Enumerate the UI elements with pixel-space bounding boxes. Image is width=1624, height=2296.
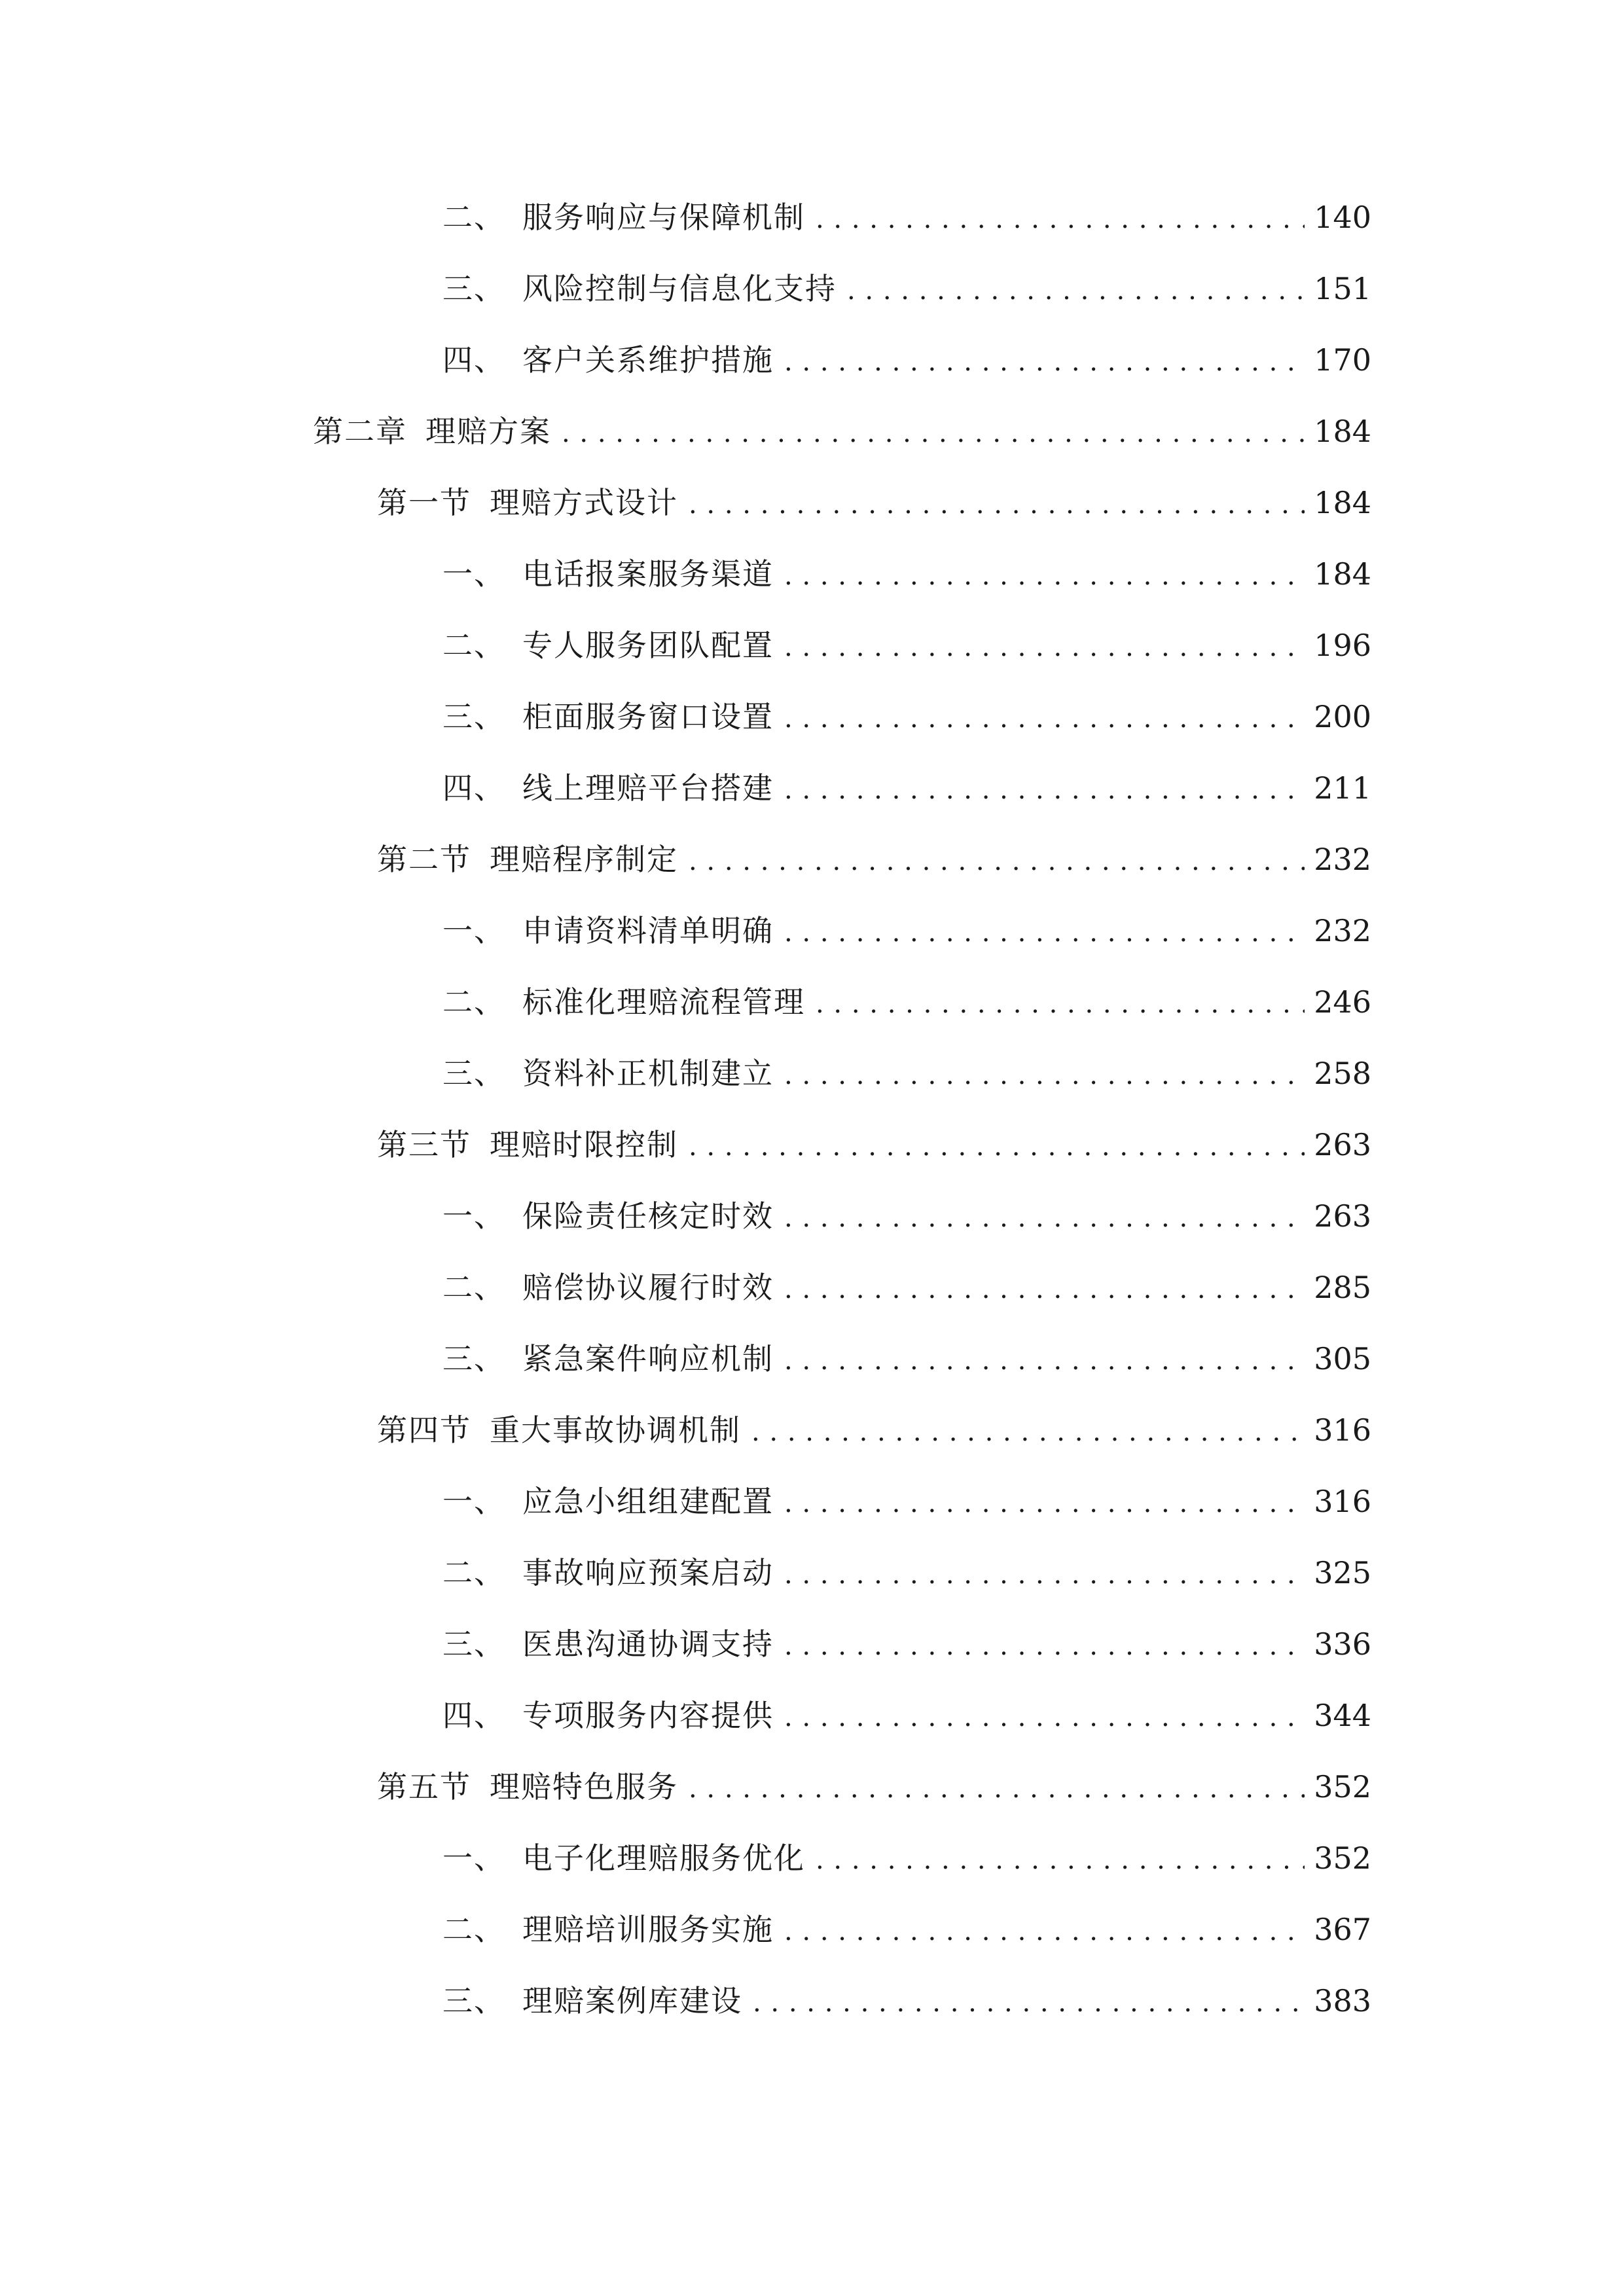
toc-entry[interactable]	[442, 622, 1371, 668]
dot-leader	[784, 1695, 1305, 1740]
toc-entry-page: 258	[1314, 1056, 1371, 1091]
dot-leader	[784, 553, 1305, 599]
toc-entry[interactable]	[442, 1265, 1371, 1310]
toc-entry-number: 一、	[442, 1840, 505, 1876]
toc-entry-page: 325	[1314, 1555, 1371, 1590]
toc-entry-title: 专项服务内容提供	[522, 1698, 774, 1733]
dot-leader	[784, 1195, 1305, 1241]
toc-entry-title: 事故响应预案启动	[522, 1555, 774, 1590]
toc-entry[interactable]	[442, 908, 1371, 954]
toc-entry-title: 理赔时限控制	[490, 1127, 678, 1162]
dot-leader	[784, 1623, 1305, 1669]
toc-entry[interactable]	[442, 266, 1371, 312]
toc-entry-page: 151	[1314, 271, 1371, 306]
toc-entry-number: 第一节	[377, 485, 471, 520]
toc-entry-number: 二、	[442, 1912, 505, 1947]
toc-entry-title: 线上理赔平台搭建	[522, 770, 774, 806]
toc-entry-number: 二、	[442, 984, 505, 1020]
toc-entry[interactable]	[442, 1693, 1371, 1738]
dot-leader	[689, 1766, 1305, 1812]
toc-entry-title: 电话报案服务渠道	[522, 556, 774, 592]
toc-entry-title: 客户关系维护措施	[522, 342, 774, 378]
toc-entry-title: 理赔方案	[425, 414, 551, 449]
toc-entry[interactable]	[442, 1835, 1371, 1881]
toc-entry-title: 赔偿协议履行时效	[522, 1270, 774, 1305]
dot-leader	[689, 838, 1305, 884]
toc-entry-number: 第三节	[377, 1127, 471, 1162]
toc-entry-page: 232	[1314, 842, 1371, 877]
toc-entry-number: 一、	[442, 1198, 505, 1234]
toc-entry[interactable]	[442, 1978, 1371, 2024]
toc-entry-page: 352	[1314, 1840, 1371, 1876]
toc-entry-section[interactable]	[377, 836, 1371, 882]
toc-entry-number: 三、	[442, 1626, 505, 1662]
toc-entry-page: 184	[1314, 556, 1371, 592]
dot-leader	[847, 268, 1305, 314]
toc-entry-number: 第五节	[377, 1769, 471, 1804]
toc-entry-title: 申请资料清单明确	[522, 913, 774, 948]
toc-entry-number: 一、	[442, 1484, 505, 1519]
dot-leader	[784, 339, 1305, 385]
toc-entry-page: 232	[1314, 913, 1371, 948]
toc-entry-number: 第二章	[313, 414, 407, 449]
toc-entry-title: 服务响应与保障机制	[522, 200, 805, 235]
dot-leader	[816, 196, 1305, 242]
toc-entry-title: 理赔程序制定	[490, 842, 678, 877]
toc-entry-number: 一、	[442, 556, 505, 592]
toc-entry-title: 保险责任核定时效	[522, 1198, 774, 1234]
toc-entry[interactable]	[442, 1479, 1371, 1524]
toc-entry-number: 二、	[442, 1270, 505, 1305]
dot-leader	[784, 1338, 1305, 1384]
toc-entry-title: 理赔案例库建设	[522, 1983, 742, 2018]
toc-entry-page: 285	[1314, 1270, 1371, 1305]
toc-entry-title: 医患沟通协调支持	[522, 1626, 774, 1662]
dot-leader	[784, 767, 1305, 813]
toc-entry-page: 200	[1314, 699, 1371, 734]
dot-leader	[784, 1909, 1305, 1954]
toc-entry-page: 383	[1314, 1983, 1371, 2018]
dot-leader	[816, 981, 1305, 1027]
toc-entry-page: 140	[1314, 200, 1371, 235]
toc-entry-number: 三、	[442, 1983, 505, 2018]
dot-leader	[689, 482, 1305, 528]
dot-leader	[784, 696, 1305, 742]
toc-entry[interactable]	[442, 1550, 1371, 1596]
toc-entry-page: 263	[1314, 1198, 1371, 1234]
dot-leader	[816, 1837, 1305, 1883]
toc-entry-number: 三、	[442, 699, 505, 734]
toc-entry-section[interactable]	[377, 1407, 1371, 1453]
toc-entry[interactable]	[442, 1193, 1371, 1239]
toc-entry[interactable]	[442, 1907, 1371, 1952]
toc-entry-number: 二、	[442, 200, 505, 235]
toc-entry-number: 二、	[442, 1555, 505, 1590]
toc-entry-number: 三、	[442, 271, 505, 306]
toc-entry-title: 重大事故协调机制	[490, 1412, 741, 1448]
toc-entry-page: 170	[1314, 342, 1371, 378]
toc-entry-section[interactable]	[377, 480, 1371, 526]
toc-entry-section[interactable]	[377, 1122, 1371, 1168]
toc-entry-section[interactable]	[377, 1764, 1371, 1810]
toc-entry-number: 四、	[442, 1698, 505, 1733]
toc-entry-page: 305	[1314, 1341, 1371, 1376]
toc-entry-page: 246	[1314, 984, 1371, 1020]
dot-leader	[784, 910, 1305, 956]
toc-entry-page: 184	[1314, 485, 1371, 520]
toc-entry[interactable]	[442, 979, 1371, 1025]
toc-entry[interactable]	[442, 694, 1371, 740]
dot-leader	[751, 1409, 1305, 1455]
toc-entry-number: 第四节	[377, 1412, 471, 1448]
dot-leader	[784, 1052, 1305, 1098]
toc-entry-number: 三、	[442, 1056, 505, 1091]
toc-entry-number: 四、	[442, 342, 505, 378]
toc-entry-number: 一、	[442, 913, 505, 948]
toc-entry-page: 336	[1314, 1626, 1371, 1662]
dot-leader	[562, 410, 1305, 456]
toc-entry-number: 二、	[442, 628, 505, 663]
toc-entry-title: 理赔培训服务实施	[522, 1912, 774, 1947]
toc-entry[interactable]	[442, 765, 1371, 811]
toc-entry-page: 316	[1314, 1484, 1371, 1519]
toc-entry[interactable]	[442, 337, 1371, 383]
dot-leader	[784, 624, 1305, 670]
toc-entry-title: 标准化理赔流程管理	[522, 984, 805, 1020]
toc-entry[interactable]	[442, 551, 1371, 597]
toc-entry-title: 应急小组组建配置	[522, 1484, 774, 1519]
toc-entry-number: 四、	[442, 770, 505, 806]
dot-leader	[784, 1552, 1305, 1598]
toc-entry-title: 专人服务团队配置	[522, 628, 774, 663]
toc-entry-title: 电子化理赔服务优化	[522, 1840, 805, 1876]
toc-entry-page: 263	[1314, 1127, 1371, 1162]
toc-entry-page: 344	[1314, 1698, 1371, 1733]
dot-leader	[784, 1480, 1305, 1526]
toc-entry[interactable]	[442, 1621, 1371, 1667]
toc-entry[interactable]	[442, 194, 1371, 240]
toc-entry-page: 352	[1314, 1769, 1371, 1804]
toc-entry-title: 紧急案件响应机制	[522, 1341, 774, 1376]
toc-entry-chapter[interactable]	[313, 408, 1371, 454]
toc-entry-page: 316	[1314, 1412, 1371, 1448]
toc-entry-number: 三、	[442, 1341, 505, 1376]
dot-leader	[689, 1124, 1305, 1170]
toc-entry[interactable]	[442, 1050, 1371, 1096]
toc-entry-number: 第二节	[377, 842, 471, 877]
toc-entry-page: 184	[1314, 414, 1371, 449]
toc-entry-title: 风险控制与信息化支持	[522, 271, 837, 306]
toc-entry-title: 资料补正机制建立	[522, 1056, 774, 1091]
dot-leader	[753, 1980, 1305, 2026]
toc-entry-title: 理赔方式设计	[490, 485, 678, 520]
toc-entry-page: 196	[1314, 628, 1371, 663]
toc-entry-title: 柜面服务窗口设置	[522, 699, 774, 734]
toc-entry[interactable]	[442, 1336, 1371, 1382]
toc-entry-title: 理赔特色服务	[490, 1769, 678, 1804]
toc-entry-page: 211	[1314, 770, 1371, 806]
dot-leader	[784, 1266, 1305, 1312]
toc-entry-page: 367	[1314, 1912, 1371, 1947]
